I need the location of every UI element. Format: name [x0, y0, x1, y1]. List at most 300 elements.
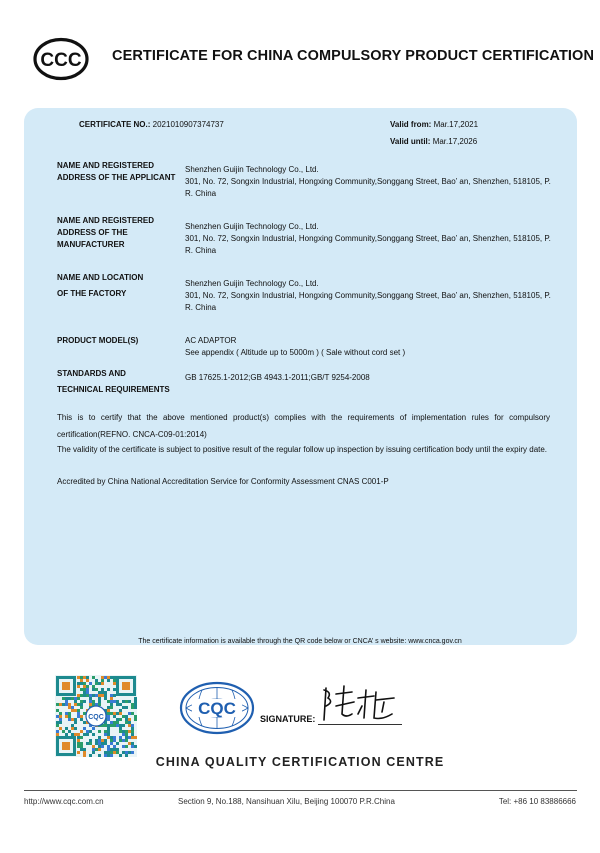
qr-module: [86, 742, 89, 745]
qr-module: [92, 748, 95, 751]
qr-module: [122, 751, 125, 754]
qr-module: [92, 676, 95, 679]
accreditation-statement: Accredited by China National Accreditation Service for Conformity Assessment CNAS C001-P: [57, 477, 389, 486]
qr-module: [128, 730, 131, 733]
valid-from-value: Mar.17,2021: [433, 120, 479, 129]
qr-module: [116, 742, 119, 745]
qr-module: [68, 712, 71, 715]
manufacturer-address-line: R. China: [185, 246, 217, 255]
qr-module: [77, 742, 80, 745]
qr-module: [122, 739, 125, 742]
product-value: [185, 335, 560, 359]
qr-module: [110, 700, 113, 703]
qr-module: [77, 739, 80, 742]
qr-module: [71, 697, 74, 700]
qr-module: [113, 721, 116, 724]
qr-module: [83, 748, 86, 751]
qr-module: [74, 733, 77, 736]
qr-module: [125, 751, 128, 754]
manufacturer-address-line: 301, No. 72, Songxin Industrial, Hongxing Community,Songgang Street, Bao’ an, Shenzhen, 518105, P.: [185, 234, 551, 243]
qr-module: [107, 688, 110, 691]
qr-module: [74, 703, 77, 706]
qr-module: [56, 733, 59, 736]
qr-module: [110, 736, 113, 739]
qr-module: [74, 709, 77, 712]
qr-module: [68, 706, 71, 709]
qr-module: [98, 694, 101, 697]
valid-from-label: Valid from:: [390, 120, 432, 129]
qr-module: [86, 679, 89, 682]
qr-module: [80, 706, 83, 709]
qr-module: [107, 712, 110, 715]
qr-module: [80, 703, 83, 706]
qr-module: [113, 715, 116, 718]
qr-module: [107, 745, 110, 748]
qr-module: [89, 703, 92, 706]
applicant-address-line: 301, No. 72, Songxin Industrial, Hongxing Community,Songgang Street, Bao’ an, Shenzhen, 518105, P.: [185, 177, 551, 186]
qr-module: [98, 739, 101, 742]
certificate-number: [79, 119, 224, 131]
qr-module: [98, 736, 101, 739]
qr-module: [116, 721, 119, 724]
qr-module: [92, 694, 95, 697]
standards-label-line: STANDARDS AND: [57, 369, 126, 378]
qr-module: [74, 700, 77, 703]
qr-module: [98, 691, 101, 694]
qr-module: [104, 694, 107, 697]
qr-module: [62, 730, 65, 733]
qr-module: [83, 685, 86, 688]
qr-module: [86, 676, 89, 679]
qr-module: [62, 697, 65, 700]
qr-module: [119, 730, 122, 733]
qr-module: [71, 724, 74, 727]
qr-module: [122, 700, 125, 703]
certificate-number-value: 2021010907374737: [152, 120, 224, 129]
qr-module: [107, 751, 110, 754]
qr-module: [68, 718, 71, 721]
qr-module: [134, 697, 137, 700]
manufacturer-label: [57, 215, 177, 251]
certificate-header: [0, 0, 600, 100]
qr-module: [80, 748, 83, 751]
qr-module: [107, 706, 110, 709]
qr-module: [107, 724, 110, 727]
qr-module: [125, 718, 128, 721]
qr-module: [131, 742, 134, 745]
qr-module: [92, 700, 95, 703]
qr-module: [119, 712, 122, 715]
qr-module: [134, 706, 137, 709]
qr-module: [107, 730, 110, 733]
qr-module: [101, 688, 104, 691]
qr-module: [65, 712, 68, 715]
qr-module: [71, 709, 74, 712]
qr-module: [125, 745, 128, 748]
qr-module: [113, 682, 116, 685]
qr-module: [65, 700, 68, 703]
manufacturer-label-line: NAME AND REGISTERED: [57, 216, 155, 225]
qr-module: [125, 700, 128, 703]
signature-label: SIGNATURE:: [260, 714, 316, 724]
applicant-name: Shenzhen Guijin Technology Co., Ltd.: [185, 165, 319, 174]
qr-module: [134, 736, 137, 739]
qr-module: [119, 724, 122, 727]
qr-module: [125, 733, 128, 736]
qr-module: [116, 724, 119, 727]
qr-module: [83, 691, 86, 694]
qr-module: [101, 745, 104, 748]
qr-module: [116, 718, 119, 721]
qr-module: [110, 697, 113, 700]
qr-module: [101, 676, 104, 679]
qr-module: [77, 733, 80, 736]
qr-module: [113, 745, 116, 748]
qr-module: [77, 685, 80, 688]
qr-module: [89, 730, 92, 733]
factory-address-line: R. China: [185, 303, 217, 312]
qr-module: [98, 730, 101, 733]
qr-module: [110, 676, 113, 679]
qr-module: [86, 688, 89, 691]
qr-module: [80, 718, 83, 721]
qr-module: [95, 688, 98, 691]
qr-module: [104, 676, 107, 679]
manufacturer-label-line: ADDRESS OF THE: [57, 228, 128, 237]
qr-module: [68, 697, 71, 700]
qr-module: [89, 742, 92, 745]
qr-module: [98, 748, 101, 751]
qr-module: [113, 724, 116, 727]
qr-module: [71, 727, 74, 730]
qr-module: [71, 733, 74, 736]
qr-module: [77, 712, 80, 715]
manufacturer-label-line: MANUFACTURER: [57, 240, 125, 249]
qr-module: [119, 736, 122, 739]
qr-module: [68, 715, 71, 718]
qr-module: [95, 748, 98, 751]
qr-module: [77, 745, 80, 748]
factory-name: Shenzhen Guijin Technology Co., Ltd.: [185, 279, 319, 288]
qr-module: [92, 685, 95, 688]
qr-module: [77, 694, 80, 697]
qr-module: [92, 733, 95, 736]
product-note: See appendix ( Altitude up to 5000m ) ( Sale without cord set ): [185, 348, 406, 357]
factory-label: [57, 272, 177, 300]
qr-module: [107, 748, 110, 751]
manufacturer-value: [185, 221, 560, 257]
ccc-logo-text: CCC: [40, 50, 82, 71]
qr-module: [89, 697, 92, 700]
applicant-label-line: NAME AND REGISTERED: [57, 161, 155, 170]
qr-module: [107, 679, 110, 682]
qr-module: [92, 688, 95, 691]
qr-note: The certificate information is available through the QR code below or CNCA’ s website: www.cnca.gov.cn: [138, 638, 462, 645]
qr-module: [80, 715, 83, 718]
qr-module: [113, 688, 116, 691]
applicant-address-line: R. China: [185, 189, 217, 198]
qr-module: [89, 700, 92, 703]
qr-module: [110, 724, 113, 727]
qr-module: [128, 700, 131, 703]
qr-module: [110, 721, 113, 724]
qr-module: [101, 682, 104, 685]
qr-module: [107, 700, 110, 703]
qr-module: [110, 712, 113, 715]
qr-module: [71, 718, 74, 721]
qr-module: [131, 730, 134, 733]
valid-until: [390, 136, 477, 148]
qr-module: [92, 727, 95, 730]
qr-module: [83, 694, 86, 697]
qr-module: [86, 685, 89, 688]
qr-module: [104, 724, 107, 727]
qr-module: [125, 715, 128, 718]
qr-module: [119, 718, 122, 721]
qr-module: [131, 712, 134, 715]
qr-module: [77, 715, 80, 718]
qr-module: [110, 742, 113, 745]
qr-module: [128, 724, 131, 727]
qr-module: [86, 730, 89, 733]
qr-module: [131, 751, 134, 754]
qr-module: [113, 751, 116, 754]
qr-module: [131, 706, 134, 709]
qr-module: [68, 730, 71, 733]
factory-address-line: 301, No. 72, Songxin Industrial, Hongxing Community,Songgang Street, Bao’ an, Shenzhen, 518105, P.: [185, 291, 551, 300]
qr-module: [128, 712, 131, 715]
qr-module: [83, 751, 86, 754]
qr-module: [56, 709, 59, 712]
qr-module: [104, 739, 107, 742]
footer-telephone: Tel: +86 10 83886666: [498, 797, 576, 806]
qr-module: [134, 715, 137, 718]
certificate-number-label: CERTIFICATE NO.:: [79, 120, 151, 129]
qr-module: [59, 718, 62, 721]
qr-module: [74, 718, 77, 721]
qr-module: [128, 718, 131, 721]
qr-module: [98, 697, 101, 700]
qr-module: [59, 727, 62, 730]
qr-module: [83, 700, 86, 703]
valid-until-label: Valid until:: [390, 137, 431, 146]
qr-module: [101, 742, 104, 745]
qr-module: [107, 709, 110, 712]
qr-module: [95, 694, 98, 697]
qr-module: [122, 730, 125, 733]
qr-module: [107, 736, 110, 739]
qr-module: [74, 727, 77, 730]
qr-module: [119, 739, 122, 742]
qr-module: [116, 703, 119, 706]
qr-module: [80, 700, 83, 703]
qr-module: [56, 730, 59, 733]
qr-code-icon[interactable]: [55, 675, 137, 757]
qr-module: [77, 751, 80, 754]
qr-module: [128, 751, 131, 754]
applicant-label: [57, 160, 177, 184]
qr-module: [122, 706, 125, 709]
qr-module: [98, 703, 101, 706]
qr-module: [131, 724, 134, 727]
qr-module: [101, 739, 104, 742]
qr-module: [131, 727, 134, 730]
qr-module: [110, 739, 113, 742]
qr-module: [104, 697, 107, 700]
qr-module: [125, 721, 128, 724]
qr-module: [77, 697, 80, 700]
qr-module: [131, 745, 134, 748]
qr-module: [107, 727, 110, 730]
qr-module: [125, 739, 128, 742]
qr-module: [77, 703, 80, 706]
manufacturer-name: Shenzhen Guijin Technology Co., Ltd.: [185, 222, 319, 231]
qr-module: [116, 748, 119, 751]
qr-module: [134, 700, 137, 703]
qr-module: [131, 736, 134, 739]
qr-module: [65, 697, 68, 700]
qr-module: [98, 682, 101, 685]
qr-module: [89, 694, 92, 697]
qr-module: [95, 679, 98, 682]
qr-module: [80, 688, 83, 691]
qr-module: [80, 682, 83, 685]
qr-module: [110, 706, 113, 709]
qr-module: [86, 694, 89, 697]
qr-module: [113, 739, 116, 742]
qr-module: [83, 733, 86, 736]
qr-module: [83, 727, 86, 730]
qr-module: [110, 703, 113, 706]
certificate-title: CERTIFICATE FOR CHINA COMPULSORY PRODUCT CERTIFICATION: [112, 48, 595, 64]
qr-module: [110, 751, 113, 754]
qr-module: [113, 694, 116, 697]
qr-module: [113, 736, 116, 739]
qr-module: [95, 739, 98, 742]
qr-module: [113, 748, 116, 751]
valid-from: [390, 119, 478, 131]
qr-module: [107, 733, 110, 736]
ccc-logo-icon: [33, 37, 89, 81]
qr-module: [128, 736, 131, 739]
factory-value: [185, 278, 560, 314]
qr-module: [119, 727, 122, 730]
qr-module: [98, 700, 101, 703]
qr-module: [107, 676, 110, 679]
qr-module: [98, 745, 101, 748]
qr-module: [59, 703, 62, 706]
qr-module: [107, 715, 110, 718]
qr-module: [89, 739, 92, 742]
cqc-seal-icon: [178, 680, 256, 736]
standards-label-line: TECHNICAL REQUIREMENTS: [57, 385, 170, 394]
signature-line: [318, 724, 402, 725]
qr-module: [74, 697, 77, 700]
valid-until-value: Mar.17,2026: [432, 137, 478, 146]
qr-module: [80, 730, 83, 733]
qr-module: [104, 742, 107, 745]
qr-module: [131, 703, 134, 706]
qr-module: [131, 733, 134, 736]
qr-module: [113, 700, 116, 703]
qr-center-text: CQC: [88, 714, 104, 721]
qr-module: [59, 721, 62, 724]
qr-module: [110, 748, 113, 751]
qr-module: [65, 727, 68, 730]
qr-module: [92, 751, 95, 754]
factory-label-line: NAME AND LOCATION: [57, 273, 144, 282]
standards-label: [57, 368, 177, 396]
qr-module: [80, 679, 83, 682]
qr-module: [77, 736, 80, 739]
qr-module: [80, 742, 83, 745]
qr-module: [77, 676, 80, 679]
standards-value: GB 17625.1-2012;GB 4943.1-2011;GB/T 9254-2008: [185, 373, 370, 382]
qr-module: [80, 745, 83, 748]
footer-divider: [24, 790, 577, 791]
qr-module: [83, 676, 86, 679]
qr-module: [59, 712, 62, 715]
qr-module: [113, 679, 116, 682]
qr-module: [134, 703, 137, 706]
qr-module: [101, 694, 104, 697]
qr-module: [83, 688, 86, 691]
qr-module: [86, 691, 89, 694]
qr-module: [74, 721, 77, 724]
qr-module: [56, 724, 59, 727]
qr-module: [113, 676, 116, 679]
qr-module: [89, 682, 92, 685]
issuing-body-name: CHINA QUALITY CERTIFICATION CENTRE: [155, 755, 445, 769]
qr-module: [68, 703, 71, 706]
qr-module: [128, 721, 131, 724]
qr-module: [83, 682, 86, 685]
qr-module: [56, 703, 59, 706]
qr-module: [122, 715, 125, 718]
applicant-label-line: ADDRESS OF THE APPLICANT: [57, 173, 176, 182]
qr-module: [125, 736, 128, 739]
qr-module: [95, 682, 98, 685]
qr-module: [98, 742, 101, 745]
qr-module: [107, 718, 110, 721]
qr-module: [77, 709, 80, 712]
qr-module: [83, 721, 86, 724]
qr-module: [104, 733, 107, 736]
qr-module: [125, 706, 128, 709]
qr-module: [116, 712, 119, 715]
qr-module: [104, 751, 107, 754]
qr-module: [71, 706, 74, 709]
qr-module: [77, 682, 80, 685]
qr-module: [80, 676, 83, 679]
footer-website-link[interactable]: http://www.cqc.com.cn: [24, 797, 104, 806]
qr-module: [119, 703, 122, 706]
qr-module: [122, 724, 125, 727]
certification-statement: This is to certify that the above mentioned product(s) complies with the requirements of implementation rules for compulsory certification(REFNO. CNCA-C09-01:2014): [57, 413, 550, 439]
qr-module: [134, 718, 137, 721]
qr-module: [122, 745, 125, 748]
qr-module: [122, 733, 125, 736]
qr-module: [104, 730, 107, 733]
qr-module: [65, 703, 68, 706]
qr-module: [104, 691, 107, 694]
qr-module: [86, 733, 89, 736]
validity-statement: The validity of the certificate is subject to positive result of the regular follow up inspection by issuing certification body until the expiry date.: [57, 445, 548, 454]
qr-module: [80, 694, 83, 697]
qr-module: [116, 751, 119, 754]
qr-module: [56, 715, 59, 718]
product-label: PRODUCT MODEL(S): [57, 336, 139, 345]
